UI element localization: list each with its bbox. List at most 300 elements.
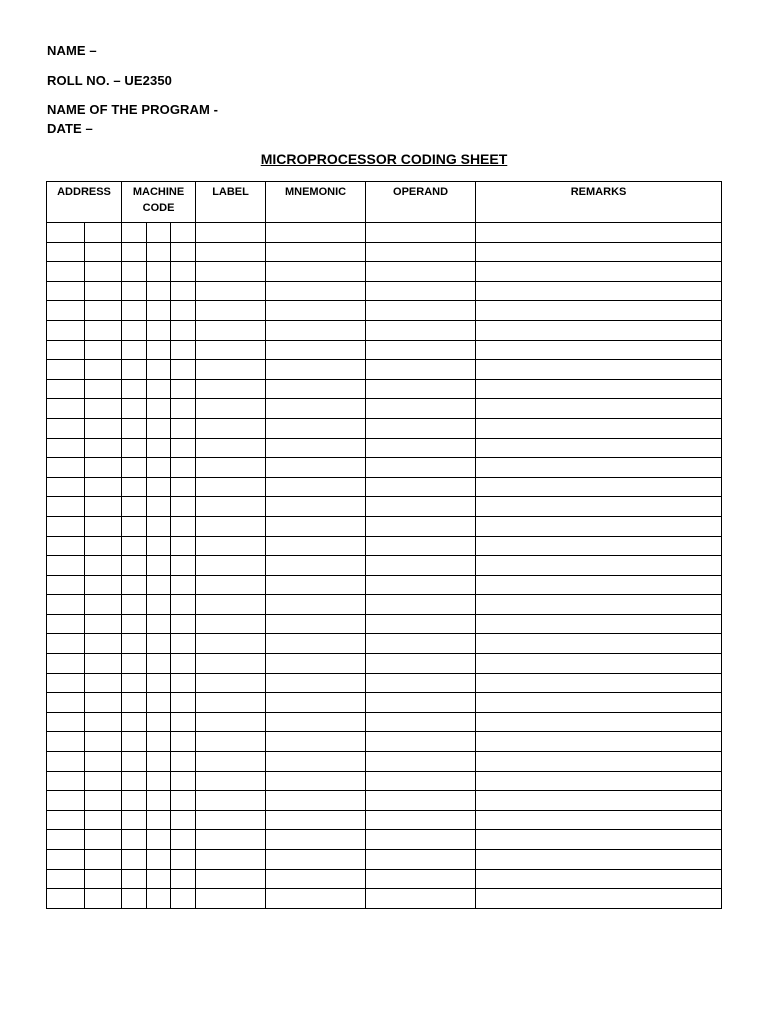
operand-cell[interactable]: [366, 301, 476, 321]
address-cell-low[interactable]: [85, 418, 122, 438]
operand-cell[interactable]: [366, 340, 476, 360]
remarks-cell[interactable]: [476, 830, 722, 850]
machine-code-cell-1[interactable]: [122, 399, 147, 419]
remarks-cell[interactable]: [476, 242, 722, 262]
remarks-cell[interactable]: [476, 516, 722, 536]
mnemonic-cell[interactable]: [266, 281, 366, 301]
address-cell-low[interactable]: [85, 654, 122, 674]
address-cell-high[interactable]: [47, 614, 85, 634]
remarks-cell[interactable]: [476, 869, 722, 889]
remarks-cell[interactable]: [476, 458, 722, 478]
remarks-cell[interactable]: [476, 438, 722, 458]
address-cell-high[interactable]: [47, 536, 85, 556]
address-cell-low[interactable]: [85, 516, 122, 536]
address-cell-low[interactable]: [85, 360, 122, 380]
operand-cell[interactable]: [366, 732, 476, 752]
address-cell-low[interactable]: [85, 810, 122, 830]
operand-cell[interactable]: [366, 771, 476, 791]
machine-code-cell-2[interactable]: [147, 830, 171, 850]
address-cell-low[interactable]: [85, 614, 122, 634]
label-cell[interactable]: [196, 458, 266, 478]
address-cell-high[interactable]: [47, 497, 85, 517]
address-cell-low[interactable]: [85, 771, 122, 791]
machine-code-cell-2[interactable]: [147, 418, 171, 438]
machine-code-cell-3[interactable]: [171, 693, 196, 713]
operand-cell[interactable]: [366, 262, 476, 282]
machine-code-cell-3[interactable]: [171, 477, 196, 497]
operand-cell[interactable]: [366, 516, 476, 536]
operand-cell[interactable]: [366, 438, 476, 458]
machine-code-cell-3[interactable]: [171, 536, 196, 556]
address-cell-high[interactable]: [47, 712, 85, 732]
mnemonic-cell[interactable]: [266, 634, 366, 654]
machine-code-cell-2[interactable]: [147, 399, 171, 419]
machine-code-cell-3[interactable]: [171, 810, 196, 830]
label-cell[interactable]: [196, 752, 266, 772]
mnemonic-cell[interactable]: [266, 536, 366, 556]
mnemonic-cell[interactable]: [266, 360, 366, 380]
remarks-cell[interactable]: [476, 595, 722, 615]
address-cell-low[interactable]: [85, 595, 122, 615]
mnemonic-cell[interactable]: [266, 869, 366, 889]
operand-cell[interactable]: [366, 673, 476, 693]
machine-code-cell-2[interactable]: [147, 556, 171, 576]
machine-code-cell-1[interactable]: [122, 850, 147, 870]
machine-code-cell-1[interactable]: [122, 712, 147, 732]
machine-code-cell-2[interactable]: [147, 497, 171, 517]
machine-code-cell-1[interactable]: [122, 595, 147, 615]
operand-cell[interactable]: [366, 320, 476, 340]
remarks-cell[interactable]: [476, 379, 722, 399]
label-cell[interactable]: [196, 771, 266, 791]
machine-code-cell-2[interactable]: [147, 673, 171, 693]
machine-code-cell-3[interactable]: [171, 556, 196, 576]
remarks-cell[interactable]: [476, 791, 722, 811]
machine-code-cell-1[interactable]: [122, 418, 147, 438]
machine-code-cell-1[interactable]: [122, 673, 147, 693]
label-cell[interactable]: [196, 556, 266, 576]
machine-code-cell-3[interactable]: [171, 771, 196, 791]
address-cell-high[interactable]: [47, 301, 85, 321]
address-cell-high[interactable]: [47, 732, 85, 752]
machine-code-cell-1[interactable]: [122, 360, 147, 380]
remarks-cell[interactable]: [476, 556, 722, 576]
address-cell-high[interactable]: [47, 771, 85, 791]
address-cell-low[interactable]: [85, 223, 122, 243]
label-cell[interactable]: [196, 301, 266, 321]
operand-cell[interactable]: [366, 379, 476, 399]
machine-code-cell-3[interactable]: [171, 262, 196, 282]
address-cell-high[interactable]: [47, 223, 85, 243]
address-cell-low[interactable]: [85, 242, 122, 262]
machine-code-cell-3[interactable]: [171, 575, 196, 595]
operand-cell[interactable]: [366, 889, 476, 909]
operand-cell[interactable]: [366, 536, 476, 556]
machine-code-cell-2[interactable]: [147, 654, 171, 674]
mnemonic-cell[interactable]: [266, 556, 366, 576]
label-cell[interactable]: [196, 830, 266, 850]
mnemonic-cell[interactable]: [266, 320, 366, 340]
machine-code-cell-1[interactable]: [122, 301, 147, 321]
label-cell[interactable]: [196, 595, 266, 615]
machine-code-cell-2[interactable]: [147, 634, 171, 654]
mnemonic-cell[interactable]: [266, 497, 366, 517]
machine-code-cell-3[interactable]: [171, 889, 196, 909]
address-cell-high[interactable]: [47, 320, 85, 340]
label-cell[interactable]: [196, 223, 266, 243]
machine-code-cell-3[interactable]: [171, 340, 196, 360]
remarks-cell[interactable]: [476, 732, 722, 752]
machine-code-cell-1[interactable]: [122, 458, 147, 478]
label-cell[interactable]: [196, 712, 266, 732]
machine-code-cell-2[interactable]: [147, 810, 171, 830]
label-cell[interactable]: [196, 399, 266, 419]
address-cell-high[interactable]: [47, 693, 85, 713]
machine-code-cell-3[interactable]: [171, 360, 196, 380]
address-cell-low[interactable]: [85, 791, 122, 811]
mnemonic-cell[interactable]: [266, 752, 366, 772]
address-cell-low[interactable]: [85, 673, 122, 693]
mnemonic-cell[interactable]: [266, 575, 366, 595]
machine-code-cell-2[interactable]: [147, 791, 171, 811]
machine-code-cell-2[interactable]: [147, 869, 171, 889]
mnemonic-cell[interactable]: [266, 418, 366, 438]
label-cell[interactable]: [196, 379, 266, 399]
mnemonic-cell[interactable]: [266, 477, 366, 497]
machine-code-cell-3[interactable]: [171, 399, 196, 419]
machine-code-cell-3[interactable]: [171, 379, 196, 399]
machine-code-cell-2[interactable]: [147, 536, 171, 556]
machine-code-cell-1[interactable]: [122, 752, 147, 772]
remarks-cell[interactable]: [476, 281, 722, 301]
machine-code-cell-1[interactable]: [122, 575, 147, 595]
mnemonic-cell[interactable]: [266, 791, 366, 811]
address-cell-high[interactable]: [47, 830, 85, 850]
machine-code-cell-2[interactable]: [147, 360, 171, 380]
mnemonic-cell[interactable]: [266, 516, 366, 536]
machine-code-cell-2[interactable]: [147, 693, 171, 713]
address-cell-low[interactable]: [85, 379, 122, 399]
machine-code-cell-1[interactable]: [122, 634, 147, 654]
mnemonic-cell[interactable]: [266, 693, 366, 713]
machine-code-cell-1[interactable]: [122, 830, 147, 850]
machine-code-cell-1[interactable]: [122, 771, 147, 791]
address-cell-low[interactable]: [85, 732, 122, 752]
address-cell-high[interactable]: [47, 360, 85, 380]
label-cell[interactable]: [196, 242, 266, 262]
address-cell-low[interactable]: [85, 536, 122, 556]
machine-code-cell-3[interactable]: [171, 320, 196, 340]
operand-cell[interactable]: [366, 477, 476, 497]
machine-code-cell-2[interactable]: [147, 889, 171, 909]
operand-cell[interactable]: [366, 458, 476, 478]
machine-code-cell-2[interactable]: [147, 712, 171, 732]
machine-code-cell-3[interactable]: [171, 458, 196, 478]
machine-code-cell-2[interactable]: [147, 595, 171, 615]
address-cell-low[interactable]: [85, 320, 122, 340]
machine-code-cell-1[interactable]: [122, 242, 147, 262]
label-cell[interactable]: [196, 281, 266, 301]
machine-code-cell-1[interactable]: [122, 810, 147, 830]
address-cell-low[interactable]: [85, 281, 122, 301]
address-cell-high[interactable]: [47, 418, 85, 438]
machine-code-cell-1[interactable]: [122, 477, 147, 497]
machine-code-cell-2[interactable]: [147, 223, 171, 243]
remarks-cell[interactable]: [476, 418, 722, 438]
address-cell-high[interactable]: [47, 634, 85, 654]
machine-code-cell-2[interactable]: [147, 379, 171, 399]
operand-cell[interactable]: [366, 712, 476, 732]
remarks-cell[interactable]: [476, 575, 722, 595]
machine-code-cell-1[interactable]: [122, 223, 147, 243]
remarks-cell[interactable]: [476, 536, 722, 556]
address-cell-high[interactable]: [47, 399, 85, 419]
label-cell[interactable]: [196, 477, 266, 497]
machine-code-cell-2[interactable]: [147, 771, 171, 791]
machine-code-cell-3[interactable]: [171, 654, 196, 674]
operand-cell[interactable]: [366, 575, 476, 595]
mnemonic-cell[interactable]: [266, 673, 366, 693]
machine-code-cell-3[interactable]: [171, 869, 196, 889]
label-cell[interactable]: [196, 262, 266, 282]
machine-code-cell-3[interactable]: [171, 752, 196, 772]
machine-code-cell-2[interactable]: [147, 850, 171, 870]
label-cell[interactable]: [196, 810, 266, 830]
label-cell[interactable]: [196, 889, 266, 909]
remarks-cell[interactable]: [476, 752, 722, 772]
machine-code-cell-2[interactable]: [147, 575, 171, 595]
machine-code-cell-1[interactable]: [122, 791, 147, 811]
label-cell[interactable]: [196, 497, 266, 517]
label-cell[interactable]: [196, 516, 266, 536]
mnemonic-cell[interactable]: [266, 889, 366, 909]
address-cell-low[interactable]: [85, 556, 122, 576]
machine-code-cell-2[interactable]: [147, 301, 171, 321]
label-cell[interactable]: [196, 614, 266, 634]
address-cell-high[interactable]: [47, 575, 85, 595]
machine-code-cell-3[interactable]: [171, 497, 196, 517]
address-cell-low[interactable]: [85, 262, 122, 282]
remarks-cell[interactable]: [476, 850, 722, 870]
remarks-cell[interactable]: [476, 340, 722, 360]
operand-cell[interactable]: [366, 281, 476, 301]
label-cell[interactable]: [196, 418, 266, 438]
label-cell[interactable]: [196, 438, 266, 458]
remarks-cell[interactable]: [476, 262, 722, 282]
machine-code-cell-3[interactable]: [171, 223, 196, 243]
operand-cell[interactable]: [366, 399, 476, 419]
machine-code-cell-2[interactable]: [147, 340, 171, 360]
machine-code-cell-3[interactable]: [171, 418, 196, 438]
machine-code-cell-3[interactable]: [171, 614, 196, 634]
address-cell-low[interactable]: [85, 634, 122, 654]
remarks-cell[interactable]: [476, 771, 722, 791]
address-cell-high[interactable]: [47, 791, 85, 811]
machine-code-cell-3[interactable]: [171, 301, 196, 321]
machine-code-cell-1[interactable]: [122, 281, 147, 301]
machine-code-cell-1[interactable]: [122, 536, 147, 556]
address-cell-low[interactable]: [85, 869, 122, 889]
operand-cell[interactable]: [366, 791, 476, 811]
remarks-cell[interactable]: [476, 320, 722, 340]
remarks-cell[interactable]: [476, 497, 722, 517]
machine-code-cell-3[interactable]: [171, 732, 196, 752]
machine-code-cell-1[interactable]: [122, 379, 147, 399]
machine-code-cell-1[interactable]: [122, 516, 147, 536]
address-cell-high[interactable]: [47, 869, 85, 889]
address-cell-high[interactable]: [47, 889, 85, 909]
mnemonic-cell[interactable]: [266, 242, 366, 262]
label-cell[interactable]: [196, 673, 266, 693]
address-cell-high[interactable]: [47, 810, 85, 830]
address-cell-low[interactable]: [85, 458, 122, 478]
mnemonic-cell[interactable]: [266, 438, 366, 458]
machine-code-cell-3[interactable]: [171, 673, 196, 693]
address-cell-low[interactable]: [85, 438, 122, 458]
label-cell[interactable]: [196, 850, 266, 870]
mnemonic-cell[interactable]: [266, 771, 366, 791]
machine-code-cell-3[interactable]: [171, 791, 196, 811]
remarks-cell[interactable]: [476, 614, 722, 634]
address-cell-high[interactable]: [47, 281, 85, 301]
machine-code-cell-1[interactable]: [122, 614, 147, 634]
machine-code-cell-3[interactable]: [171, 850, 196, 870]
remarks-cell[interactable]: [476, 693, 722, 713]
machine-code-cell-3[interactable]: [171, 516, 196, 536]
machine-code-cell-2[interactable]: [147, 614, 171, 634]
address-cell-low[interactable]: [85, 693, 122, 713]
machine-code-cell-3[interactable]: [171, 242, 196, 262]
address-cell-high[interactable]: [47, 242, 85, 262]
label-cell[interactable]: [196, 340, 266, 360]
address-cell-low[interactable]: [85, 399, 122, 419]
remarks-cell[interactable]: [476, 477, 722, 497]
address-cell-low[interactable]: [85, 575, 122, 595]
operand-cell[interactable]: [366, 830, 476, 850]
machine-code-cell-2[interactable]: [147, 438, 171, 458]
machine-code-cell-2[interactable]: [147, 752, 171, 772]
address-cell-high[interactable]: [47, 340, 85, 360]
address-cell-high[interactable]: [47, 752, 85, 772]
remarks-cell[interactable]: [476, 673, 722, 693]
machine-code-cell-2[interactable]: [147, 477, 171, 497]
address-cell-high[interactable]: [47, 438, 85, 458]
label-cell[interactable]: [196, 320, 266, 340]
address-cell-low[interactable]: [85, 830, 122, 850]
remarks-cell[interactable]: [476, 654, 722, 674]
address-cell-high[interactable]: [47, 262, 85, 282]
remarks-cell[interactable]: [476, 810, 722, 830]
machine-code-cell-3[interactable]: [171, 634, 196, 654]
label-cell[interactable]: [196, 654, 266, 674]
address-cell-low[interactable]: [85, 850, 122, 870]
machine-code-cell-2[interactable]: [147, 320, 171, 340]
mnemonic-cell[interactable]: [266, 262, 366, 282]
operand-cell[interactable]: [366, 810, 476, 830]
machine-code-cell-2[interactable]: [147, 262, 171, 282]
address-cell-high[interactable]: [47, 556, 85, 576]
machine-code-cell-3[interactable]: [171, 830, 196, 850]
address-cell-high[interactable]: [47, 595, 85, 615]
machine-code-cell-1[interactable]: [122, 654, 147, 674]
remarks-cell[interactable]: [476, 301, 722, 321]
remarks-cell[interactable]: [476, 889, 722, 909]
operand-cell[interactable]: [366, 497, 476, 517]
machine-code-cell-2[interactable]: [147, 458, 171, 478]
machine-code-cell-2[interactable]: [147, 281, 171, 301]
machine-code-cell-1[interactable]: [122, 438, 147, 458]
machine-code-cell-1[interactable]: [122, 340, 147, 360]
operand-cell[interactable]: [366, 869, 476, 889]
address-cell-low[interactable]: [85, 477, 122, 497]
mnemonic-cell[interactable]: [266, 850, 366, 870]
address-cell-high[interactable]: [47, 516, 85, 536]
operand-cell[interactable]: [366, 752, 476, 772]
mnemonic-cell[interactable]: [266, 732, 366, 752]
address-cell-low[interactable]: [85, 301, 122, 321]
machine-code-cell-3[interactable]: [171, 281, 196, 301]
machine-code-cell-3[interactable]: [171, 712, 196, 732]
remarks-cell[interactable]: [476, 360, 722, 380]
remarks-cell[interactable]: [476, 399, 722, 419]
operand-cell[interactable]: [366, 360, 476, 380]
label-cell[interactable]: [196, 634, 266, 654]
address-cell-high[interactable]: [47, 654, 85, 674]
address-cell-low[interactable]: [85, 889, 122, 909]
mnemonic-cell[interactable]: [266, 595, 366, 615]
mnemonic-cell[interactable]: [266, 399, 366, 419]
operand-cell[interactable]: [366, 654, 476, 674]
operand-cell[interactable]: [366, 556, 476, 576]
operand-cell[interactable]: [366, 614, 476, 634]
address-cell-high[interactable]: [47, 458, 85, 478]
machine-code-cell-2[interactable]: [147, 732, 171, 752]
label-cell[interactable]: [196, 575, 266, 595]
machine-code-cell-1[interactable]: [122, 889, 147, 909]
operand-cell[interactable]: [366, 595, 476, 615]
machine-code-cell-2[interactable]: [147, 516, 171, 536]
address-cell-low[interactable]: [85, 712, 122, 732]
operand-cell[interactable]: [366, 634, 476, 654]
address-cell-low[interactable]: [85, 752, 122, 772]
remarks-cell[interactable]: [476, 634, 722, 654]
machine-code-cell-3[interactable]: [171, 438, 196, 458]
machine-code-cell-1[interactable]: [122, 556, 147, 576]
address-cell-high[interactable]: [47, 673, 85, 693]
operand-cell[interactable]: [366, 242, 476, 262]
machine-code-cell-2[interactable]: [147, 242, 171, 262]
address-cell-low[interactable]: [85, 497, 122, 517]
machine-code-cell-1[interactable]: [122, 497, 147, 517]
label-cell[interactable]: [196, 791, 266, 811]
mnemonic-cell[interactable]: [266, 830, 366, 850]
mnemonic-cell[interactable]: [266, 654, 366, 674]
address-cell-high[interactable]: [47, 379, 85, 399]
mnemonic-cell[interactable]: [266, 301, 366, 321]
address-cell-low[interactable]: [85, 340, 122, 360]
machine-code-cell-1[interactable]: [122, 732, 147, 752]
mnemonic-cell[interactable]: [266, 810, 366, 830]
mnemonic-cell[interactable]: [266, 340, 366, 360]
machine-code-cell-3[interactable]: [171, 595, 196, 615]
machine-code-cell-1[interactable]: [122, 693, 147, 713]
remarks-cell[interactable]: [476, 712, 722, 732]
operand-cell[interactable]: [366, 223, 476, 243]
label-cell[interactable]: [196, 869, 266, 889]
mnemonic-cell[interactable]: [266, 223, 366, 243]
mnemonic-cell[interactable]: [266, 712, 366, 732]
operand-cell[interactable]: [366, 418, 476, 438]
